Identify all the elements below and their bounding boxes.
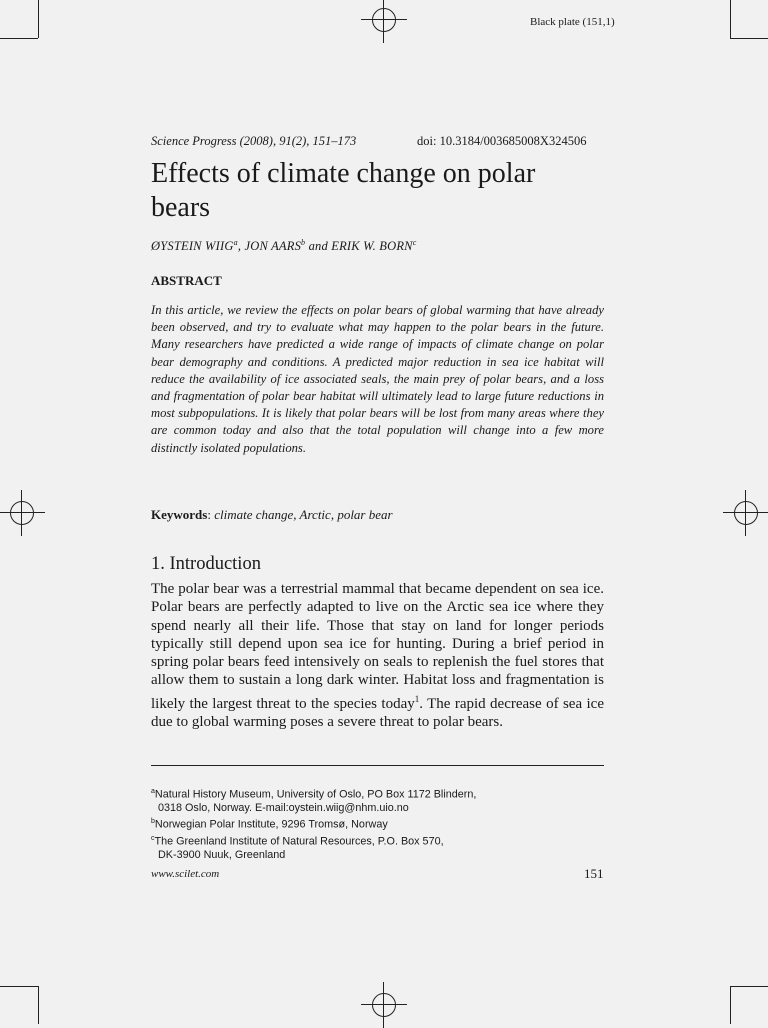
doi: doi: 10.3184/003685008X324506: [417, 134, 587, 148]
registration-mark-icon: [372, 8, 396, 32]
keywords: [151, 507, 393, 523]
plate-label: Black plate (151,1): [530, 16, 615, 28]
author-name: ERIK W. BORN: [331, 239, 413, 254]
title-line: bears: [151, 192, 211, 223]
footnote: [151, 785, 476, 802]
registration-mark-icon: [734, 501, 758, 525]
affiliation-sup: c: [412, 238, 417, 247]
keywords-values: climate change, Arctic, polar bear: [214, 507, 393, 522]
author-name: ØYSTEIN WIIG: [151, 239, 234, 254]
registration-mark-icon: [372, 993, 396, 1017]
footnote-text: The Greenland Institute of Natural Resources, P.O. Box 570,: [154, 835, 444, 848]
crop-mark: [38, 986, 39, 1024]
journal-citation: Science Progress (2008), 91(2), 151–173: [151, 134, 357, 148]
abstract-text: In this article, we review the effects on polar bears of global warming that have already been observed, and try to evaluate what may happen to the polar bears in the future. Many researchers have predicted a wide range of impacts of climate change on polar bear demography and conditions. A predicted major reduction in sea ice habitat will reduce the availability of ice associated seals, the main prey of polar bears, and a loss and fragmentation of polar bear habitat will ultimately lead to large future reductions in most subpopulations. It is likely that polar bears will be lost from many areas where they are common today and also that the total population will change into a few more distinctly isolated populations.: [151, 303, 604, 455]
footnote-sup: a: [151, 788, 155, 795]
footnote: [151, 832, 476, 849]
crop-mark: [730, 986, 731, 1024]
crop-mark: [38, 0, 39, 38]
abstract-heading: ABSTRACT: [151, 273, 222, 288]
intro-text: . The rapid decrease of sea ice due to global warming poses a severe threat to polar bears.: [151, 695, 604, 731]
crop-mark: [0, 38, 38, 39]
footnotes: [151, 785, 476, 862]
footnote-sup: b: [151, 818, 155, 825]
page-number: 151: [584, 866, 604, 881]
affiliation-sup: b: [301, 238, 306, 247]
footnote: [151, 815, 476, 832]
keywords-colon: :: [207, 507, 215, 522]
author-list: [151, 238, 416, 254]
footnote-text: Norwegian Polar Institute, 9296 Tromsø, Norway: [154, 818, 388, 831]
keywords-label: Keywords: [151, 507, 208, 522]
title-line: Effects of climate change on polar: [151, 158, 536, 189]
crop-mark: [730, 986, 768, 987]
article-title: [151, 157, 591, 225]
crop-mark: [730, 38, 768, 39]
affiliation-sup: a: [233, 238, 238, 247]
footnote-rule: [151, 765, 604, 766]
crop-mark: [0, 986, 38, 987]
author-separator: ,: [237, 239, 245, 254]
author-separator: and: [305, 239, 332, 254]
registration-mark-icon: [10, 501, 34, 525]
footnote-sup: c: [151, 834, 155, 842]
intro-text: The polar bear was a terrestrial mammal that became dependent on sea ice. Polar bears are perfectly adapted to live on the Arctic sea ice where they spend nearly all their life. Those that stay on land for longer periods typically still depend upon sea ice for hunting. During a brief period in spring polar bears feed intensively on seals to replenish the fuel stores that allow them to sustain a long dark winter. Habitat loss and fragmentation is likely the largest threat to the species today: [151, 581, 604, 712]
crop-mark: [730, 0, 731, 38]
footnote-text: 0318 Oslo, Norway. E-mail:oystein.wiig@nhm.uio.no: [158, 801, 409, 814]
footer-url: www.scilet.com: [151, 868, 220, 880]
intro-paragraph: [151, 580, 604, 731]
section-heading: 1. Introduction: [151, 554, 261, 574]
footnote-text: Natural History Museum, University of Oslo, PO Box 1172 Blindern,: [154, 788, 477, 801]
footnote-text: DK-3900 Nuuk, Greenland: [158, 848, 286, 861]
author-name: JON AARS: [244, 239, 302, 254]
reference-sup: 1: [414, 693, 420, 704]
